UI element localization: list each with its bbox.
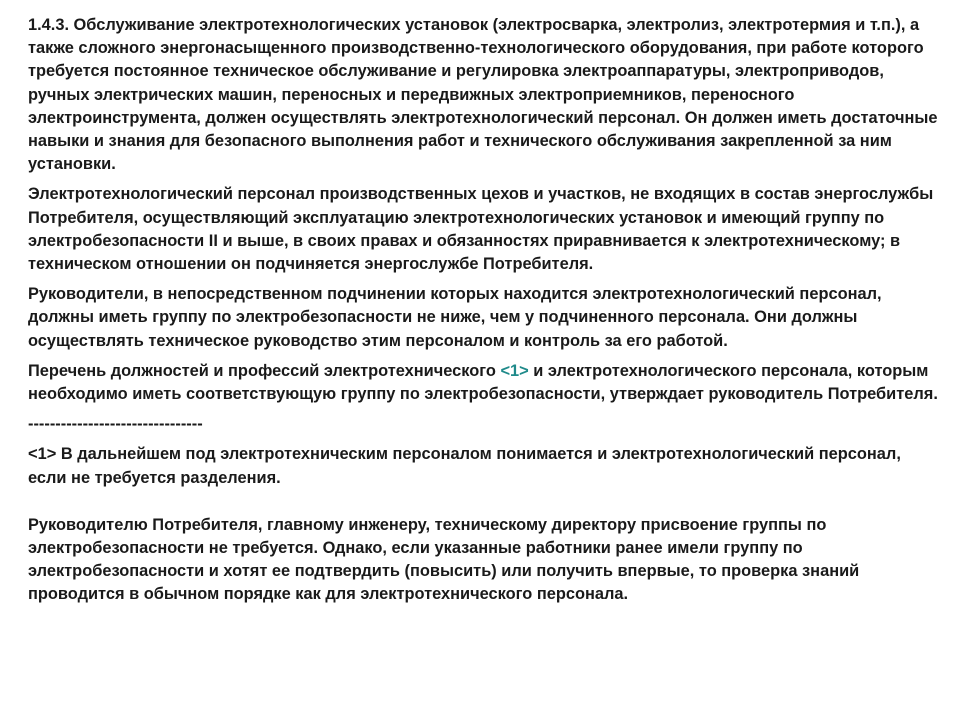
positions-text-end: и электротехнологического персонала, которым необходимо иметь соответствующую группу по электробезопасности, утверждает руководитель Потребителя.: [28, 361, 938, 404]
document-body: [28, 14, 938, 614]
footnote-divider: --------------------------------: [28, 415, 203, 434]
paragraph-head-of-consumer: Руководителю Потребителя, главному инженеру, техническому директору присвоение группы по электробезопасности не требуется. Однако, если указанные работники ранее имели группу по электробезопасности и хотят ее подтвердить (повысить) или получить впервые, то проверка знаний проводится в обычном порядке как для электротехнического персонала.: [28, 515, 860, 604]
positions-text-start: Перечень должностей и профессий электротехнического: [28, 361, 501, 380]
footnote-text: <1> В дальнейшем под электротехническим персоналом понимается и электротехнологический персонал, если не требуется разделения.: [28, 445, 901, 487]
paragraph-electrotech-personnel: Электротехнологический персонал производственных цехов и участков, не входящих в состав энергослужбы Потребителя, осуществляющий эксплуатацию электротехнологических установок и имеющий группу по электробезопасности II и выше, в своих правах и обязанностях приравнивается к электротехническому; в техническом отношении он подчиняется энергослужбе Потребителя.: [28, 185, 934, 274]
paragraph-1-4-3: 1.4.3. Обслуживание электротехнологических установок (электросварка, электролиз, электротермия и т.п.), а также сложного энергонасыщенного производственно-технологического оборудования, при работе которого требуется постоянное техническое обслуживание и регулировка электроаппаратуры, электроприводов, ручных электрических машин, переносных и передвижных электроприемников, переносного электроинструмента, должен осуществлять электротехнологический персонал. Он должен иметь достаточные навыки и знания для безопасного выполнения работ и технического обслуживания закрепленной за ним установки.: [28, 16, 938, 174]
paragraph-positions-list: [28, 360, 938, 406]
paragraph-managers: Руководители, в непосредственном подчинении которых находится электротехнологический персонал, должны иметь группу по электробезопасности не ниже, чем у подчиненного персонала. Они должны осуществлять техническое руководство этим персоналом и контроль за его работой.: [28, 285, 882, 350]
footnote-link[interactable]: <1>: [500, 361, 529, 380]
